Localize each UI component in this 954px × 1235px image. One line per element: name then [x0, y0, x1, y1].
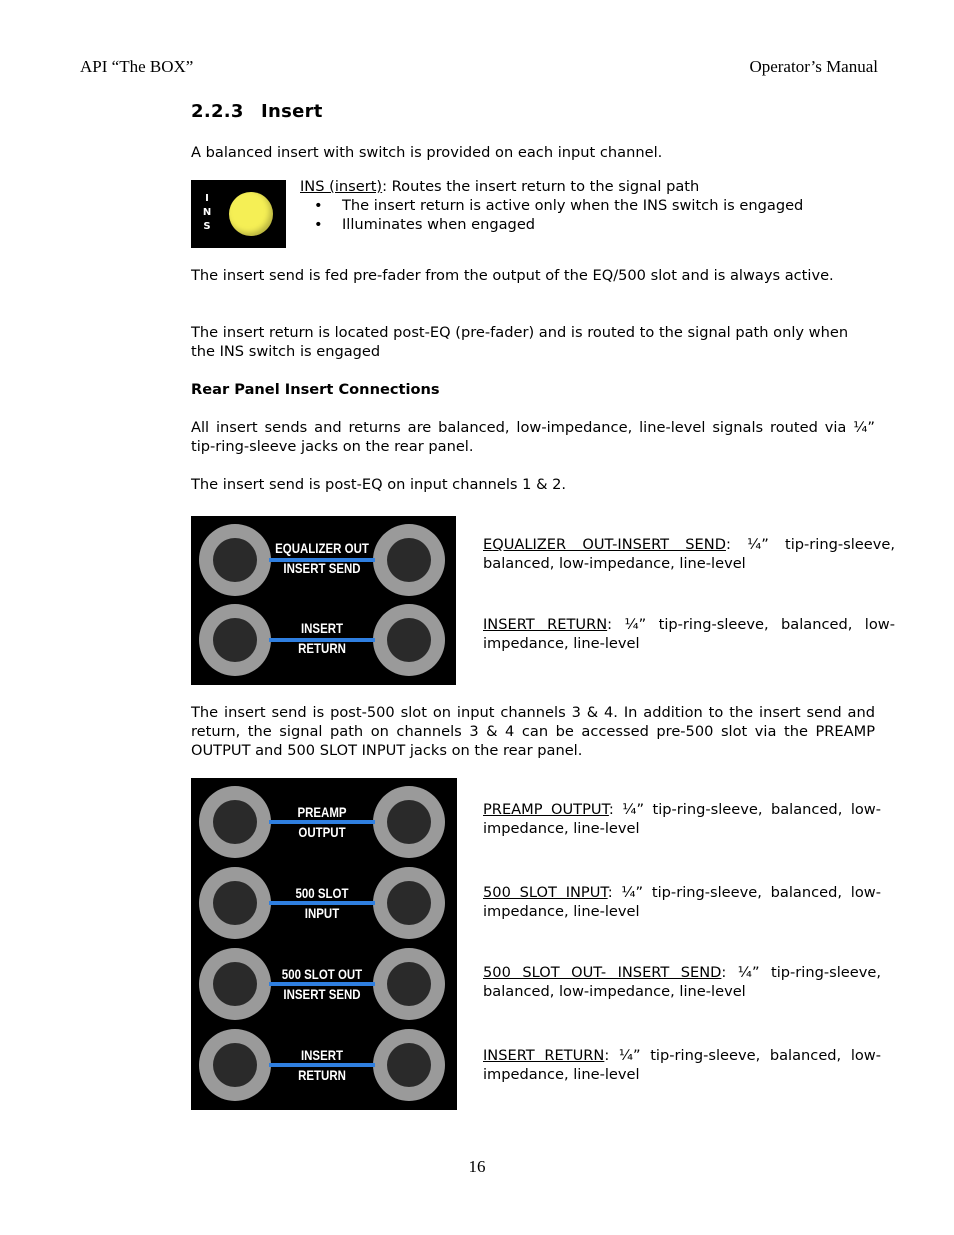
insert-return-paragraph: The insert return is located post-EQ (pre-fader) and is routed to the signal path only when the INS switch is engaged [191, 324, 849, 360]
desc-insert-return-2: INSERT RETURN: ¼” tip-ring-sleeve, balanced, low-impedance, line-level [483, 1047, 881, 1083]
jack-label-bottom: INSERT SEND [283, 560, 361, 576]
rear-panel-image-ch34 [191, 778, 457, 1110]
ins-panel-letters: I N S [202, 193, 212, 232]
jack-icon [373, 604, 445, 676]
jack-label-top: EQUALIZER OUT [275, 540, 369, 556]
section-heading [191, 101, 323, 122]
header-right: Operator’s Manual [749, 57, 878, 76]
desc-eq-out-insert-send: EQUALIZER OUT-INSERT SEND: ¼” tip-ring-sleeve, balanced, low-impedance, line-level [483, 536, 895, 572]
jack-icon [373, 867, 445, 939]
channels-12-paragraph: The insert send is post-EQ on input channels 1 & 2. [191, 476, 567, 493]
section-number: 2.2.3 [191, 101, 244, 122]
ins-term: INS (insert) [300, 178, 383, 195]
ins-bullets [300, 196, 880, 234]
jack-icon [199, 524, 271, 596]
jack-icon [199, 1029, 271, 1101]
jack-label-bottom: INSERT SEND [283, 986, 361, 1002]
rear-panel-heading: Rear Panel Insert Connections [191, 381, 440, 398]
rear-panel-image-ch12 [191, 516, 456, 685]
insert-send-paragraph: The insert send is fed pre-fader from the output of the EQ/500 slot and is always active. [191, 267, 834, 284]
list-item: • Illuminates when engaged [300, 215, 880, 234]
header-left: API “The BOX” [80, 57, 194, 76]
jack-icon [199, 786, 271, 858]
desc-500-slot-input: 500 SLOT INPUT: ¼” tip-ring-sleeve, balanced, low-impedance, line-level [483, 884, 881, 920]
jack-label-bottom: INPUT [304, 905, 340, 921]
jack-icon [373, 1029, 445, 1101]
jack-icon [373, 948, 445, 1020]
ins-description [300, 177, 880, 234]
jack-icon [199, 604, 271, 676]
jack-icon [199, 948, 271, 1020]
jack-label-top: INSERT [300, 620, 344, 636]
jack-icon [373, 786, 445, 858]
list-item: • The insert return is active only when the INS switch is engaged [300, 196, 880, 215]
ins-switch-image [191, 180, 286, 248]
ins-desc: : Routes the insert return to the signal path [382, 178, 700, 195]
jack-icon [373, 524, 445, 596]
intro-paragraph: A balanced insert with switch is provided on each input channel. [191, 144, 663, 161]
jack-label-bottom: RETURN [298, 640, 346, 656]
jack-label-top: PREAMP [297, 804, 347, 820]
section-title: Insert [261, 101, 323, 122]
jack-label-top: 500 SLOT OUT [281, 966, 363, 982]
channels-34-paragraph: The insert send is post-500 slot on input channels 3 & 4. In addition to the insert send and return, the signal path on channels 3 & 4 can be accessed pre-500 slot via the PREAMP OUTPUT and 500 SLOT INPUT jacks on the rear panel. [191, 704, 875, 759]
page-number: 16 [468, 1157, 486, 1176]
desc-preamp-output: PREAMP OUTPUT: ¼” tip-ring-sleeve, balanced, low-impedance, line-level [483, 801, 881, 837]
jack-label-bottom: RETURN [298, 1067, 346, 1083]
jack-label-top: 500 SLOT [295, 885, 349, 901]
desc-500-slot-out-insert-send: 500 SLOT OUT- INSERT SEND: ¼” tip-ring-sleeve, balanced, low-impedance, line-level [483, 964, 881, 1000]
jack-label-top: INSERT [300, 1047, 344, 1063]
jack-label-bottom: OUTPUT [298, 824, 346, 840]
rear-panel-paragraph: All insert sends and returns are balanced, low-impedance, line-level signals routed via ¼” tip-ring-sleeve jacks on the rear panel. [191, 419, 875, 455]
desc-insert-return-1: INSERT RETURN: ¼” tip-ring-sleeve, balanced, low-impedance, line-level [483, 616, 895, 652]
jack-icon [199, 867, 271, 939]
ins-led-icon [229, 192, 273, 236]
